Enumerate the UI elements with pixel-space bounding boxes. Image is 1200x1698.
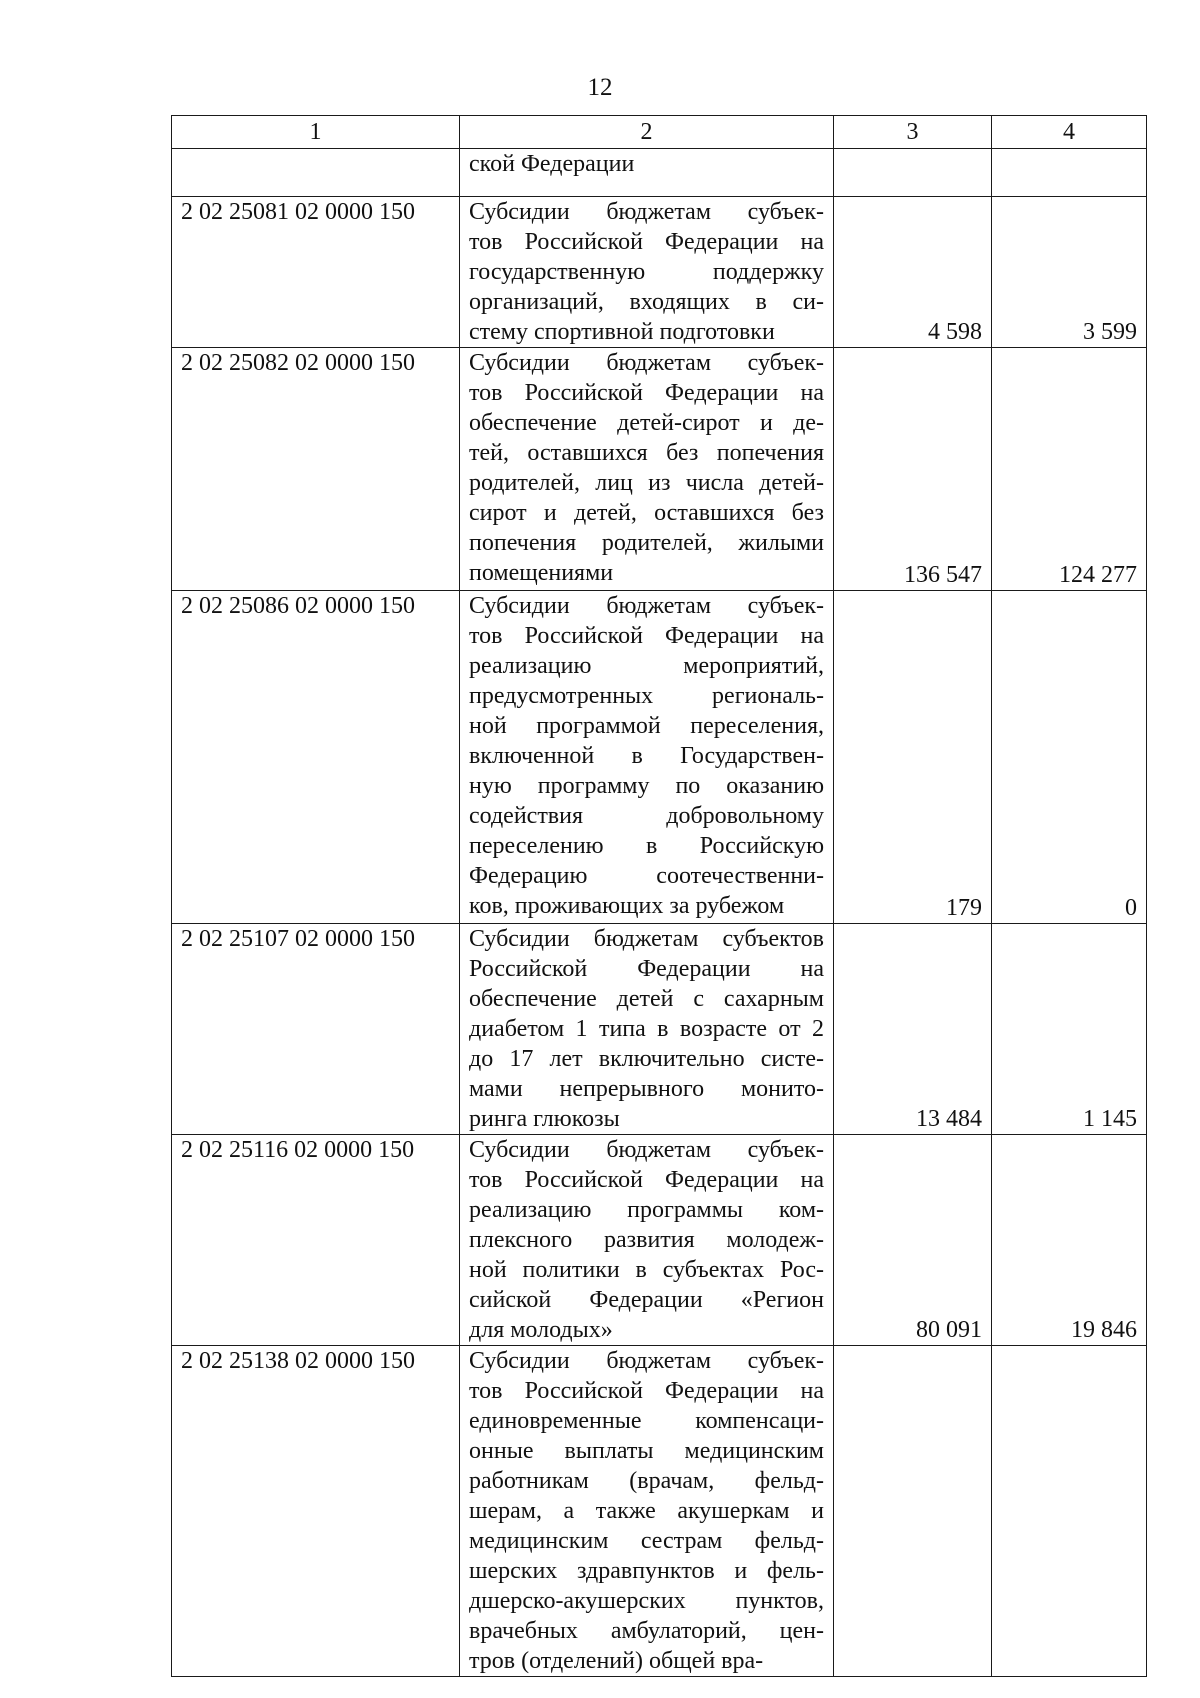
amount-col4-cell (992, 149, 1147, 197)
description-cell (460, 591, 834, 924)
budget-table (171, 115, 1147, 1677)
budget-code-cell: 2 02 25107 02 0000 150 (172, 924, 460, 1135)
description-line: Субсидии бюджетам субъек- (469, 593, 824, 619)
description-line: Субсидии бюджетам субъек- (469, 199, 824, 225)
budget-code-cell: 2 02 25081 02 0000 150 (172, 197, 460, 348)
amount-col4-cell: 19 846 (992, 1135, 1147, 1346)
budget-code-cell: 2 02 25138 02 0000 150 (172, 1346, 460, 1677)
amount-col4-cell: 0 (992, 591, 1147, 924)
description-cell (460, 924, 834, 1135)
table-row (172, 1346, 1147, 1677)
description-line: Субсидии бюджетам субъек- (469, 1348, 824, 1374)
description-line: попечения родителей, жилыми (469, 530, 824, 556)
description-line: до 17 лет включительно систе- (469, 1046, 824, 1072)
description-line: Российской Федерации на (469, 956, 824, 982)
description-line: содействия добровольному (469, 803, 824, 829)
description-line: обеспечение детей-сирот и де- (469, 410, 824, 436)
budget-code-cell: 2 02 25082 02 0000 150 (172, 348, 460, 591)
description-line: плексного развития молодеж- (469, 1227, 824, 1253)
description-line: ской Федерации (469, 151, 635, 177)
amount-col3-cell (834, 149, 992, 197)
description-line: сийской Федерации «Регион (469, 1287, 824, 1313)
description-line: Субсидии бюджетам субъек- (469, 1137, 824, 1163)
amount-col4-cell: 3 599 (992, 197, 1147, 348)
description-line: работникам (врачам, фельд- (469, 1468, 824, 1494)
description-line: тов Российской Федерации на (469, 1167, 824, 1193)
table-row (172, 1135, 1147, 1346)
header-cell: 3 (834, 116, 992, 149)
description-line: Субсидии бюджетам субъек- (469, 350, 824, 376)
table-row (172, 924, 1147, 1135)
description-line: шерских здравпунктов и фель- (469, 1558, 824, 1584)
description-line: врачебных амбулаторий, цен- (469, 1618, 824, 1644)
amount-col3-cell: 13 484 (834, 924, 992, 1135)
description-line: мами непрерывного монито- (469, 1076, 824, 1102)
description-line: родителей, лиц из числа детей- (469, 470, 824, 496)
description-cell (460, 197, 834, 348)
description-line: обеспечение детей с сахарным (469, 986, 824, 1012)
description-line: предусмотренных региональ- (469, 683, 824, 709)
description-line: онные выплаты медицинским (469, 1438, 824, 1464)
description-line: диабетом 1 типа в возрасте от 2 (469, 1016, 824, 1042)
amount-col4-cell: 124 277 (992, 348, 1147, 591)
description-line: Федерацию соотечественни- (469, 863, 824, 889)
description-line: помещениями (469, 560, 614, 586)
description-line: сирот и детей, оставшихся без (469, 500, 824, 526)
description-line: государственную поддержку (469, 259, 824, 285)
budget-code-cell: 2 02 25116 02 0000 150 (172, 1135, 460, 1346)
description-line: медицинским сестрам фельд- (469, 1528, 824, 1554)
description-line: ную программу по оказанию (469, 773, 824, 799)
budget-code-cell: 2 02 25086 02 0000 150 (172, 591, 460, 924)
description-line: реализацию программы ком- (469, 1197, 824, 1223)
description-cell (460, 348, 834, 591)
description-line: организаций, входящих в си- (469, 289, 824, 315)
description-line: тов Российской Федерации на (469, 380, 824, 406)
budget-code-cell (172, 149, 460, 197)
table-row (172, 197, 1147, 348)
amount-col4-cell (992, 1346, 1147, 1677)
description-line: шерам, а также акушеркам и (469, 1498, 824, 1524)
description-line: тов Российской Федерации на (469, 623, 824, 649)
table-row (172, 348, 1147, 591)
description-line: тей, оставшихся без попечения (469, 440, 824, 466)
description-line: единовременные компенсаци- (469, 1408, 824, 1434)
description-line: стему спортивной подготовки (469, 319, 775, 345)
table-row (172, 149, 1147, 197)
header-cell: 2 (460, 116, 834, 149)
description-cell (460, 1346, 834, 1677)
description-line: для молодых» (469, 1317, 613, 1343)
description-line: ринга глюкозы (469, 1106, 620, 1132)
table-row (172, 591, 1147, 924)
description-line: тов Российской Федерации на (469, 229, 824, 255)
amount-col3-cell: 4 598 (834, 197, 992, 348)
description-cell (460, 149, 834, 197)
header-cell: 4 (992, 116, 1147, 149)
description-line: Субсидии бюджетам субъектов (469, 926, 824, 952)
description-line: переселению в Российскую (469, 833, 824, 859)
description-line: ной политики в субъектах Рос- (469, 1257, 824, 1283)
description-line: включенной в Государствен- (469, 743, 824, 769)
page-number: 12 (587, 74, 613, 101)
table-header-row (172, 116, 1147, 149)
description-line: дшерско-акушерских пунктов, (469, 1588, 824, 1614)
description-line: ков, проживающих за рубежом (469, 893, 785, 919)
amount-col3-cell: 80 091 (834, 1135, 992, 1346)
description-line: тров (отделений) общей вра- (469, 1648, 764, 1674)
amount-col3-cell: 179 (834, 591, 992, 924)
description-line: реализацию мероприятий, (469, 653, 824, 679)
description-line: тов Российской Федерации на (469, 1378, 824, 1404)
description-line: ной программой переселения, (469, 713, 824, 739)
amount-col4-cell: 1 145 (992, 924, 1147, 1135)
amount-col3-cell: 136 547 (834, 348, 992, 591)
amount-col3-cell (834, 1346, 992, 1677)
header-cell: 1 (172, 116, 460, 149)
description-cell (460, 1135, 834, 1346)
